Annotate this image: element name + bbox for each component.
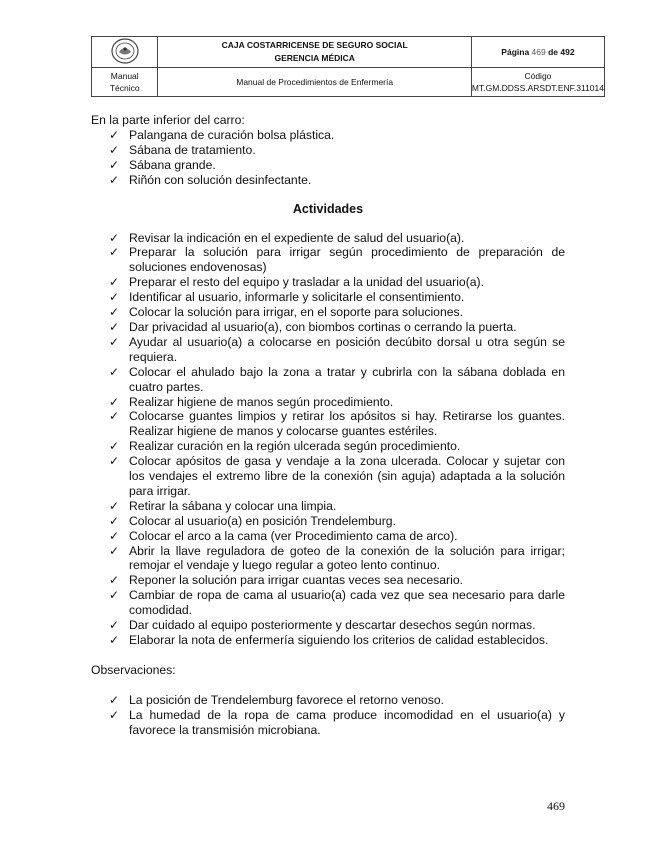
list-item — [109, 157, 565, 173]
list-item — [109, 528, 565, 544]
checkmark-icon: ✓ — [109, 364, 120, 379]
page-indicator — [471, 37, 604, 68]
checkmark-icon: ✓ — [109, 618, 120, 633]
observations-heading: Observaciones: — [91, 662, 176, 677]
list-item-text: Colocarse guantes limpios y retirar los apósitos si hay. Retirarse los guantes. Realizar higiene de manos y colocarse guantes estériles. — [129, 409, 565, 439]
list-item-text: Preparar el resto del equipo y trasladar a la unidad del usuario(a). — [129, 275, 484, 290]
manual-type-line1: Manual — [110, 71, 139, 81]
checkmark-icon: ✓ — [109, 528, 120, 543]
list-item — [109, 454, 565, 499]
list-item — [109, 364, 565, 395]
checkmark-icon: ✓ — [109, 633, 120, 647]
list-item-text: Palangana de curación bolsa plástica. — [129, 127, 335, 142]
list-item-text: Colocar el ahulado bajo la zona a tratar y cubrirla con la sábana doblada en cuatro partes. — [129, 364, 565, 394]
list-item-text: Revisar la indicación en el expediente de salud del usuario(a). — [129, 230, 465, 245]
list-item-text: Retirar la sábana y colocar una limpia. — [129, 498, 337, 513]
organization-subunit: GERENCIA MÉDICA — [274, 53, 355, 63]
checkmark-icon: ✓ — [109, 157, 120, 172]
list-item — [109, 573, 565, 588]
checkmark-icon: ✓ — [109, 172, 120, 187]
list-item — [109, 334, 565, 365]
page-current: 469 — [531, 47, 546, 57]
list-item-text: Sábana grande. — [129, 157, 216, 172]
page-number-footer: 469 — [547, 799, 565, 813]
checkmark-icon: ✓ — [109, 573, 120, 588]
list-item — [109, 305, 565, 320]
checkmark-icon: ✓ — [109, 230, 120, 245]
observations-list — [91, 693, 565, 738]
list-item-text: Colocar el arco a la cama (ver Procedimiento cama de arco). — [129, 528, 458, 543]
document-body — [91, 113, 565, 738]
list-item-text: Cambiar de ropa de cama al usuario(a) cada vez que sea necesario para darle comodidad. — [129, 588, 565, 618]
list-item-text: Preparar la solución para irrigar según procedimiento de preparación de soluciones endovenosas) — [129, 245, 565, 275]
logo-cell — [92, 37, 158, 68]
checkmark-icon: ✓ — [109, 454, 120, 469]
page-total: de 492 — [548, 47, 575, 57]
list-item — [109, 513, 565, 529]
checkmark-icon: ✓ — [109, 245, 120, 260]
checkmark-icon: ✓ — [109, 498, 120, 513]
list-item-text: Elaborar la nota de enfermería siguiendo los criterios de calidad establecidos. — [129, 633, 549, 647]
checkmark-icon: ✓ — [109, 334, 120, 349]
code-cell — [471, 68, 604, 97]
checkmark-icon: ✓ — [109, 692, 120, 707]
checkmark-icon: ✓ — [109, 394, 120, 409]
list-item — [109, 230, 565, 246]
checkmark-icon: ✓ — [109, 127, 120, 142]
list-item — [109, 633, 565, 648]
list-item — [109, 290, 565, 305]
checkmark-icon: ✓ — [109, 275, 120, 290]
list-item — [109, 618, 565, 633]
list-item — [109, 127, 565, 143]
list-item — [109, 275, 565, 290]
list-item-text: Abrir la llave reguladora de goteo de la conexión de la solución para irrigar; remojar el vendaje y luego regular a goteo lento continuo. — [129, 543, 565, 573]
list-item — [109, 439, 565, 454]
carro-item-list — [91, 128, 565, 188]
list-item-text: Ayudar al usuario(a) a colocarse en posición decúbito dorsal u otra según se requiera. — [129, 334, 565, 364]
ccss-seal-logo — [110, 37, 140, 65]
list-item-text: La humedad de la ropa de cama produce incomodidad en el usuario(a) y favorece la transmisión microbiana. — [129, 707, 565, 737]
activities-list — [91, 231, 565, 648]
list-item — [109, 172, 565, 188]
code-label: Código — [524, 71, 552, 81]
list-item — [109, 498, 565, 514]
list-item-text: La posición de Trendelemburg favorece el retorno venoso. — [129, 692, 445, 707]
list-item-text: Dar cuidado al equipo posteriormente y descartar desechos según normas. — [129, 618, 536, 633]
organization-cell — [158, 37, 471, 68]
list-item — [109, 394, 565, 410]
list-item-text: Dar privacidad al usuario(a), con biombos cortinas o cerrando la puerta. — [129, 319, 517, 334]
document-header — [91, 36, 605, 97]
checkmark-icon: ✓ — [109, 290, 120, 305]
checkmark-icon: ✓ — [109, 439, 120, 454]
list-item — [109, 142, 565, 158]
list-item — [109, 707, 565, 738]
list-item — [109, 692, 565, 708]
intro-text: En la parte inferior del carro: — [91, 113, 245, 127]
list-item-text: Colocar al usuario(a) en posición Trendelemburg. — [129, 513, 396, 528]
list-item — [109, 245, 565, 275]
page-label: Página — [501, 47, 530, 57]
list-item-text: Identificar al usuario, informarle y solicitarle el consentimiento. — [129, 290, 465, 305]
checkmark-icon: ✓ — [109, 409, 120, 424]
checkmark-icon: ✓ — [109, 543, 120, 558]
checkmark-icon: ✓ — [109, 305, 120, 320]
section-heading-actividades: Actividades — [292, 201, 364, 216]
list-item — [109, 319, 565, 335]
checkmark-icon: ✓ — [109, 707, 120, 722]
list-item-text: Realizar curación en la región ulcerada según procedimiento. — [129, 439, 461, 454]
list-item-text: Reponer la solución para irrigar cuantas veces sea necesario. — [129, 573, 463, 588]
checkmark-icon: ✓ — [109, 319, 120, 334]
manual-type-line2: Técnico — [109, 83, 140, 93]
list-item — [109, 588, 565, 618]
organization-name: CAJA COSTARRICENSE DE SEGURO SOCIAL — [221, 40, 408, 50]
list-item-text: Sábana de tratamiento. — [129, 142, 256, 157]
list-item-text: Riñón con solución desinfectante. — [129, 172, 312, 187]
list-item — [109, 543, 565, 574]
manual-title: Manual de Procedimientos de Enfermería — [158, 68, 471, 97]
list-item-text: Realizar higiene de manos según procedimiento. — [129, 394, 394, 409]
code-value: MT.GM.DDSS.ARSDT.ENF.311014 — [471, 83, 604, 93]
checkmark-icon: ✓ — [109, 513, 120, 528]
manual-type-cell — [92, 68, 158, 97]
list-item-text: Colocar la solución para irrigar, en el soporte para soluciones. — [129, 305, 463, 320]
list-item — [109, 409, 565, 439]
checkmark-icon: ✓ — [109, 588, 120, 603]
list-item-text: Colocar apósitos de gasa y vendaje a la zona ulcerada. Colocar y sujetar con los vendajes el extremo libre de la conexión (sin aguja) adaptada a la solución para irrigar. — [129, 454, 565, 498]
checkmark-icon: ✓ — [109, 142, 120, 157]
